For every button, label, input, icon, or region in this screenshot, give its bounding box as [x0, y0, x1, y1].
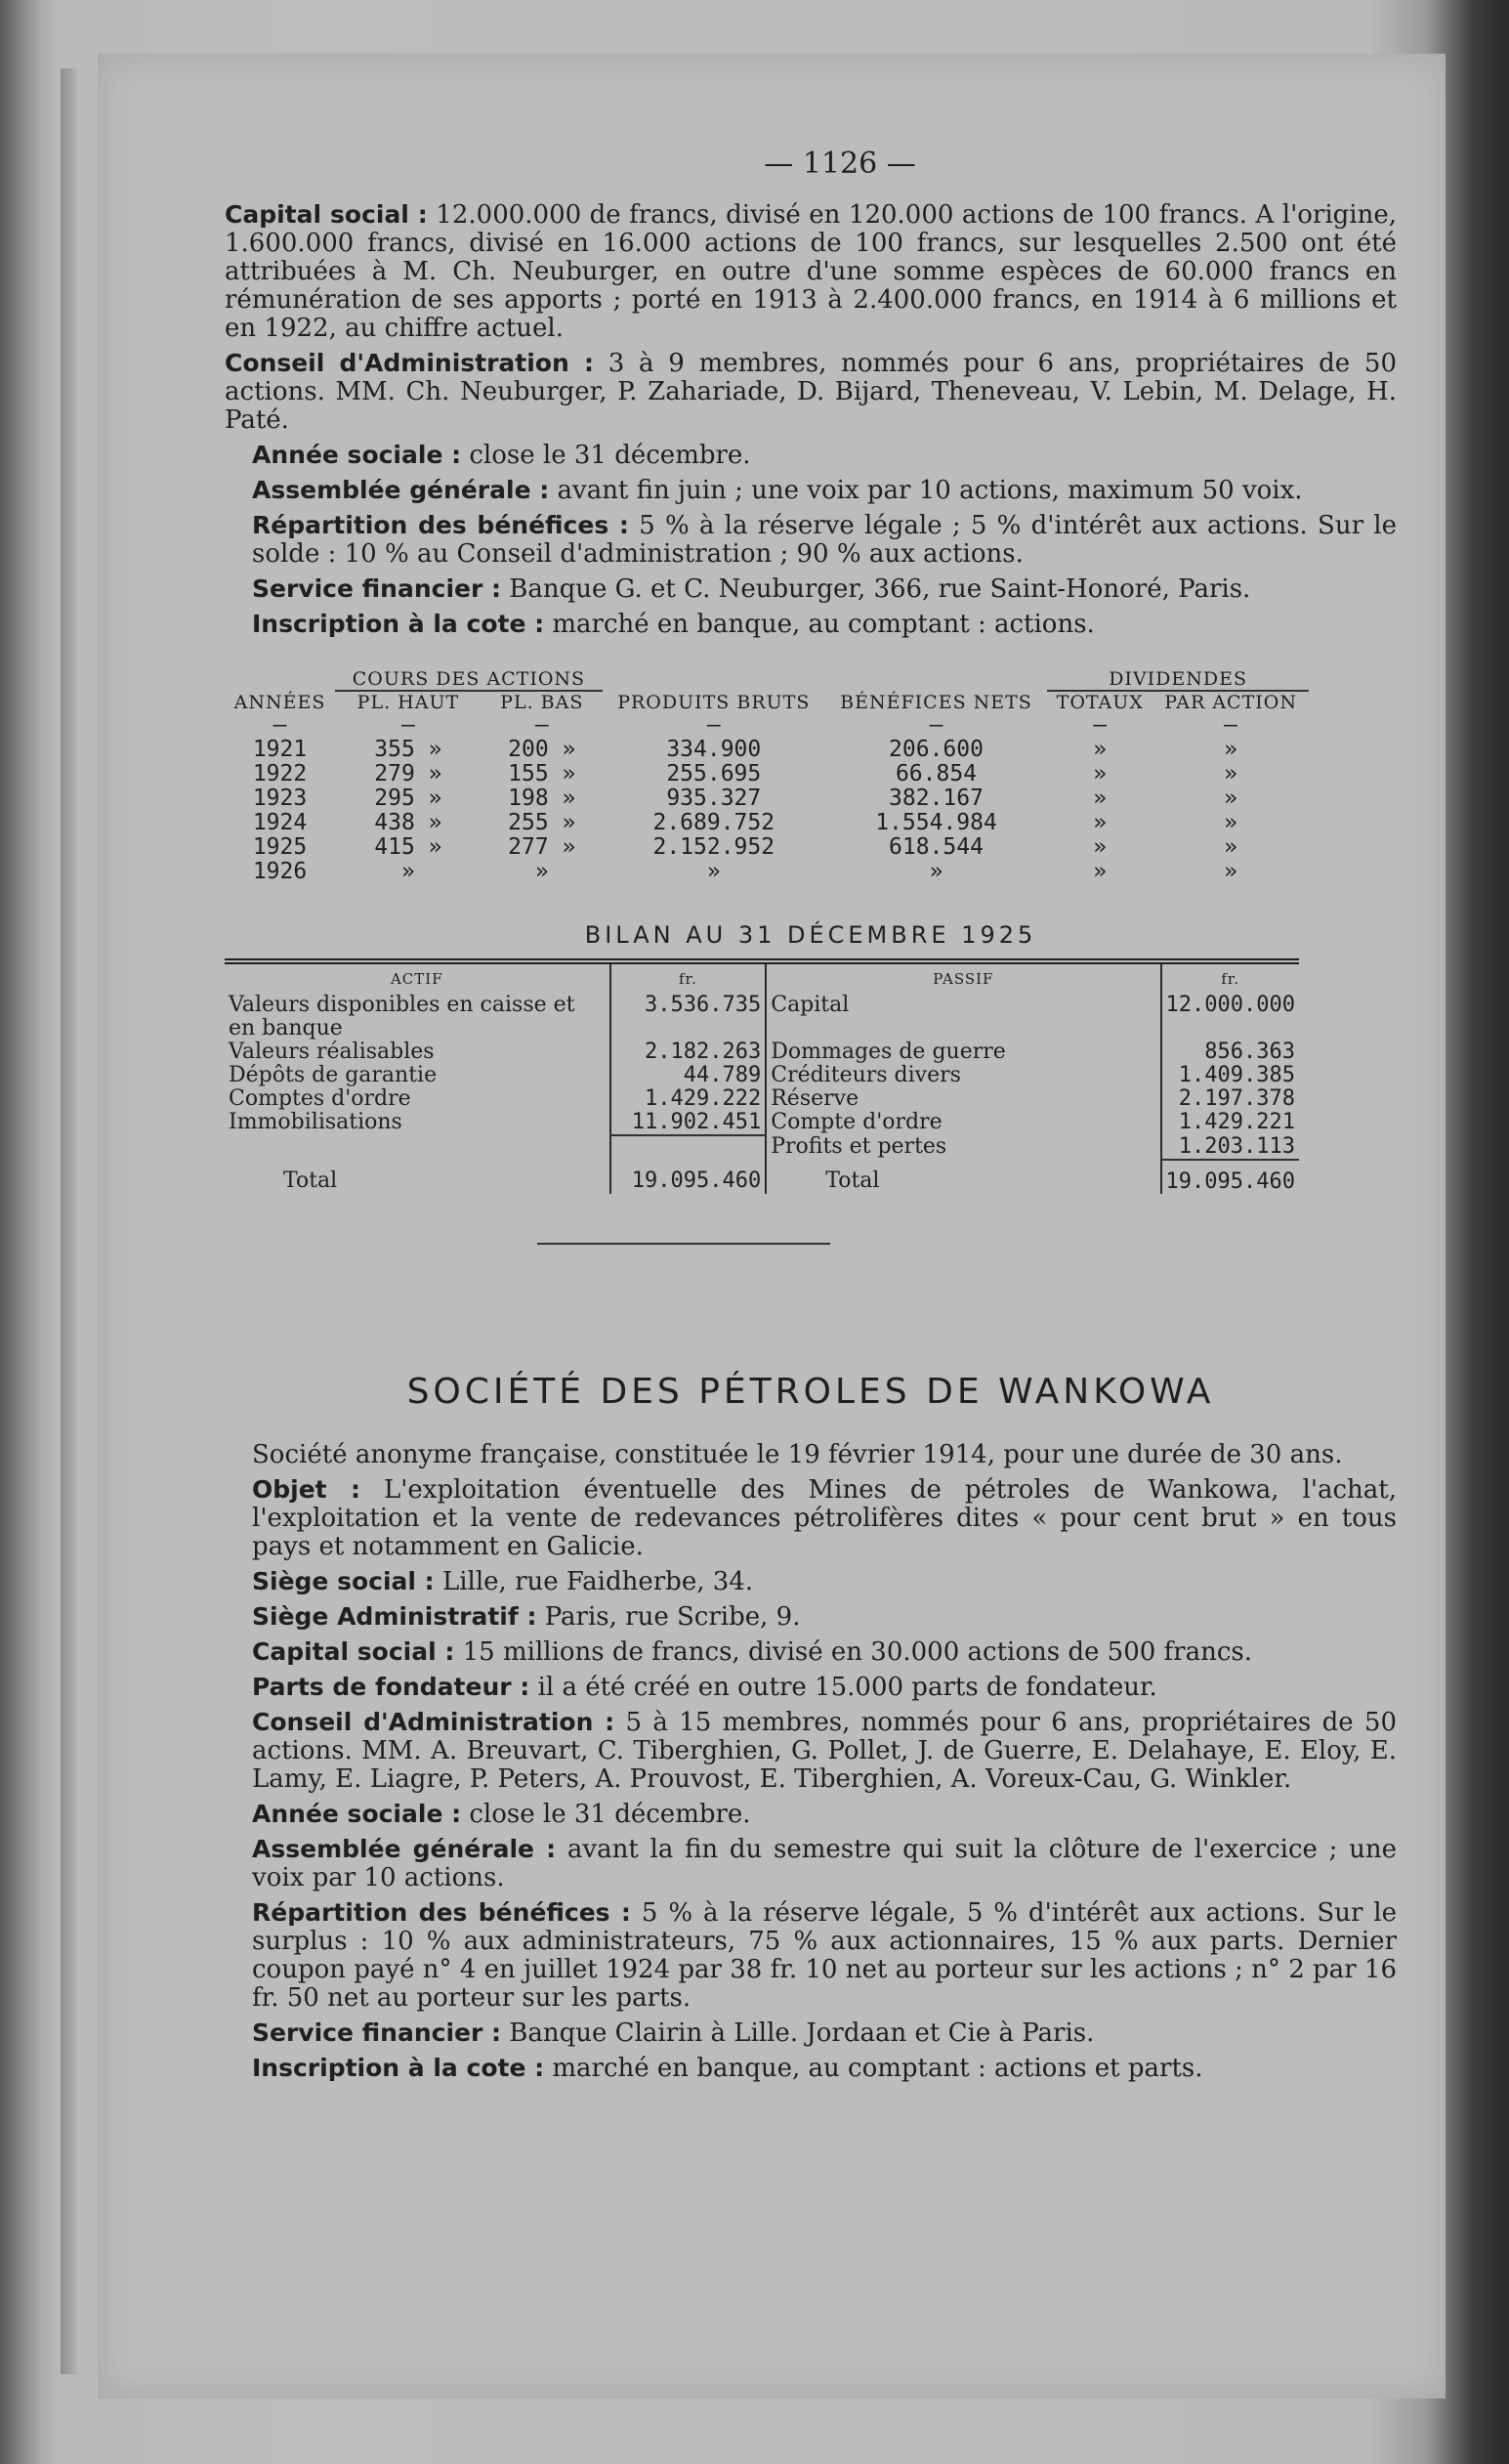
table-row: Valeurs disponibles en caisse et en banque 3.536.735 Capital 12.000.000	[225, 994, 1299, 1041]
objet-paragraph	[225, 1475, 1397, 1561]
table-row: Immobilisations 11.902.451 Compte d'ordre 1.429.221	[225, 1111, 1299, 1135]
table-row: Dépôts de garantie 44.789 Créditeurs divers 1.409.385	[225, 1064, 1299, 1087]
conseil-text: 3 à 9 membres, nommés pour 6 ans, propriétaires de 50 actions. MM. Ch. Neuburger, P. Zahariade, D. Bijard, Theneveau, V. Lebin, M. Delage, H. Paté.	[225, 349, 1397, 435]
col-header: ANNÉES	[233, 691, 326, 713]
first-company-section	[225, 200, 1397, 639]
bilan-title: BILAN AU 31 DÉCEMBRE 1925	[584, 921, 1037, 949]
service-paragraph	[225, 574, 1397, 604]
parts-text: il a été créé en outre 15.000 parts de fondateur.	[537, 1673, 1157, 1702]
bilan-total-row	[225, 1160, 1299, 1194]
actif-header: ACTIF	[390, 970, 443, 988]
assemblee-paragraph	[225, 476, 1397, 505]
objet-text: L'exploitation éventuelle des Mines de pétroles de Wankowa, l'achat, l'exploitation et la vente de redevances pétrolifères dites « pour cent brut » en tous pays et notamment en Galicie.	[252, 1475, 1398, 1561]
page-content	[225, 147, 1397, 2089]
book-page-edge	[61, 68, 78, 2374]
siege-social-paragraph	[225, 1567, 1397, 1596]
annee-text: close le 31 décembre.	[469, 441, 751, 470]
table-row: 1923 295 » 198 » 935.327 382.167 » »	[252, 786, 1238, 811]
capital-label: Capital social :	[225, 200, 428, 229]
bilan-table	[225, 958, 1299, 1194]
table-row: Valeurs réalisables 2.182.263 Dommages de guerre 856.363	[225, 1041, 1299, 1064]
siege-social-text: Lille, rue Faidherbe, 34.	[441, 1567, 754, 1596]
passif-fr-header: fr.	[1161, 961, 1299, 994]
second-company-section	[225, 1441, 1397, 2083]
col-header: PAR ACTION	[1164, 692, 1297, 713]
repartition-paragraph	[225, 511, 1397, 569]
table-row: 1925 415 » 277 » 2.152.952 618.544 » »	[252, 834, 1238, 860]
repartition-label: Répartition des bénéfices :	[252, 511, 629, 539]
conseil-paragraph	[225, 1708, 1397, 1794]
repartition-text: 5 % à la réserve légale ; 5 % d'intérêt aux actions. Sur le solde : 10 % au Conseil d'administration ; 90 % aux actions.	[252, 511, 1397, 569]
passif-total-label: Total	[766, 1160, 1160, 1194]
repartition-label: Répartition des bénéfices :	[252, 1898, 631, 1927]
capital-paragraph	[225, 200, 1397, 343]
conseil-paragraph	[225, 349, 1397, 435]
service-paragraph	[225, 2018, 1397, 2048]
annee-text: close le 31 décembre.	[469, 1800, 751, 1829]
capital-label: Capital social :	[252, 1637, 455, 1666]
col-header: TOTAUX	[1056, 692, 1144, 713]
assemblee-text: avant la fin du semestre qui suit la clôture de l'exercice ; une voix par 10 actions.	[252, 1835, 1397, 1892]
col-header: PRODUITS BRUTS	[617, 691, 811, 713]
passif-header: PASSIF	[766, 961, 1160, 994]
assemblee-paragraph	[225, 1835, 1397, 1892]
siege-admin-label: Siège Administratif :	[252, 1602, 537, 1631]
objet-label: Objet :	[252, 1475, 361, 1504]
actif-fr-header: fr.	[610, 961, 767, 994]
col-header: PL. BAS	[500, 692, 584, 713]
siege-admin-text: Paris, rue Scribe, 9.	[544, 1602, 801, 1632]
actif-total-label: Total	[283, 1168, 338, 1193]
group-header-cours: COURS DES ACTIONS	[335, 668, 603, 691]
annee-paragraph	[225, 441, 1397, 470]
conseil-text: 5 à 15 membres, nommés pour 6 ans, propriétaires de 50 actions. MM. A. Breuvart, C. Tiberghien, G. Pollet, J. de Guerre, E. Delahaye, E. Eloy, E. Lamy, E. Liagre, P. Peters, A. Prouvost, E. Tiberghien, A. Voreux-Cau, G. Winkler.	[252, 1708, 1398, 1794]
actif-total: 19.095.460	[610, 1160, 767, 1194]
table-row: 1922 279 » 155 » 255.695 66.854 » »	[252, 761, 1238, 786]
table-row: 1924 438 » 255 » 2.689.752 1.554.984 » »	[252, 810, 1238, 835]
table-row: 1921 355 » 200 » 334.900 206.600 » »	[252, 737, 1238, 762]
capital-text: 12.000.000 de francs, divisé en 120.000 actions de 100 francs. A l'origine, 1.600.000 francs, divisé en 16.000 actions de 100 francs, sur lesquelles 2.500 ont été attribuées à M. Ch. Neuburger, en outre d'une somme espèces de 60.000 francs en rémunération de ses apports ; porté en 1913 à 2.400.000 francs, en 1914 à 6 millions et en 1922, au chiffre actuel.	[225, 200, 1397, 343]
table-row: Profits et pertes 1.203.113	[225, 1135, 1299, 1160]
annee-label: Année sociale :	[252, 1800, 462, 1828]
annee-paragraph	[225, 1800, 1397, 1829]
inscription-text: marché en banque, au comptant : actions.	[552, 610, 1095, 639]
repartition-text: 5 % à la réserve légale, 5 % d'intérêt aux actions. Sur le surplus : 10 % aux administrateurs, 75 % aux actionnaires, 15 % aux parts. Dernier coupon payé n° 4 en juillet 1924 par 38 fr. 10 net au porteur sur les actions ; n° 2 par 16 fr. 50 net au porteur sur les parts.	[252, 1898, 1397, 2013]
service-label: Service financier :	[252, 574, 502, 603]
dash-row: — — — — — — —	[272, 712, 1238, 738]
assemblee-label: Assemblée générale :	[252, 476, 550, 504]
col-header: PL. HAUT	[356, 692, 460, 713]
inscription-label: Inscription à la cote :	[252, 610, 545, 638]
inscription-paragraph	[225, 610, 1397, 639]
assemblee-label: Assemblée générale :	[252, 1835, 557, 1863]
parts-paragraph	[225, 1673, 1397, 1702]
annee-label: Année sociale :	[252, 441, 462, 469]
cours-table	[225, 668, 1309, 884]
col-header: BÉNÉFICES NETS	[840, 691, 1032, 713]
intro-paragraph: Société anonyme française, constituée le 19 février 1914, pour une durée de 30 ans.	[252, 1440, 1343, 1469]
table-row: 1926 » » » » » »	[252, 859, 1238, 884]
inscription-text: marché en banque, au comptant : actions et parts.	[552, 2054, 1203, 2083]
service-text: Banque G. et C. Neuburger, 366, rue Saint-Honoré, Paris.	[509, 574, 1251, 604]
repartition-paragraph	[225, 1898, 1397, 2013]
group-header-dividendes: DIVIDENDES	[1047, 668, 1309, 691]
table-row: Comptes d'ordre 1.429.222 Réserve 2.197.378	[225, 1087, 1299, 1111]
siege-social-label: Siège social :	[252, 1567, 435, 1595]
bilan-header-row	[225, 961, 1299, 994]
service-label: Service financier :	[252, 2018, 502, 2047]
passif-total: 19.095.460	[1161, 1160, 1299, 1194]
capital-paragraph	[225, 1637, 1397, 1667]
capital-text: 15 millions de francs, divisé en 30.000 actions de 500 francs.	[462, 1637, 1253, 1667]
assemblee-text: avant fin juin ; une voix par 10 actions, maximum 50 voix.	[557, 476, 1303, 505]
conseil-label: Conseil d'Administration :	[225, 349, 594, 377]
company-title: SOCIÉTÉ DES PÉTROLES DE WANKOWA	[406, 1372, 1215, 1412]
page-number: — 1126 —	[764, 147, 916, 181]
inscription-label: Inscription à la cote :	[252, 2054, 545, 2082]
section-divider	[537, 1243, 830, 1245]
parts-label: Parts de fondateur :	[252, 1673, 530, 1701]
siege-admin-paragraph	[225, 1602, 1397, 1632]
inscription-paragraph	[225, 2054, 1397, 2083]
conseil-label: Conseil d'Administration :	[252, 1708, 615, 1736]
service-text: Banque Clairin à Lille. Jordaan et Cie à Paris.	[509, 2018, 1095, 2048]
